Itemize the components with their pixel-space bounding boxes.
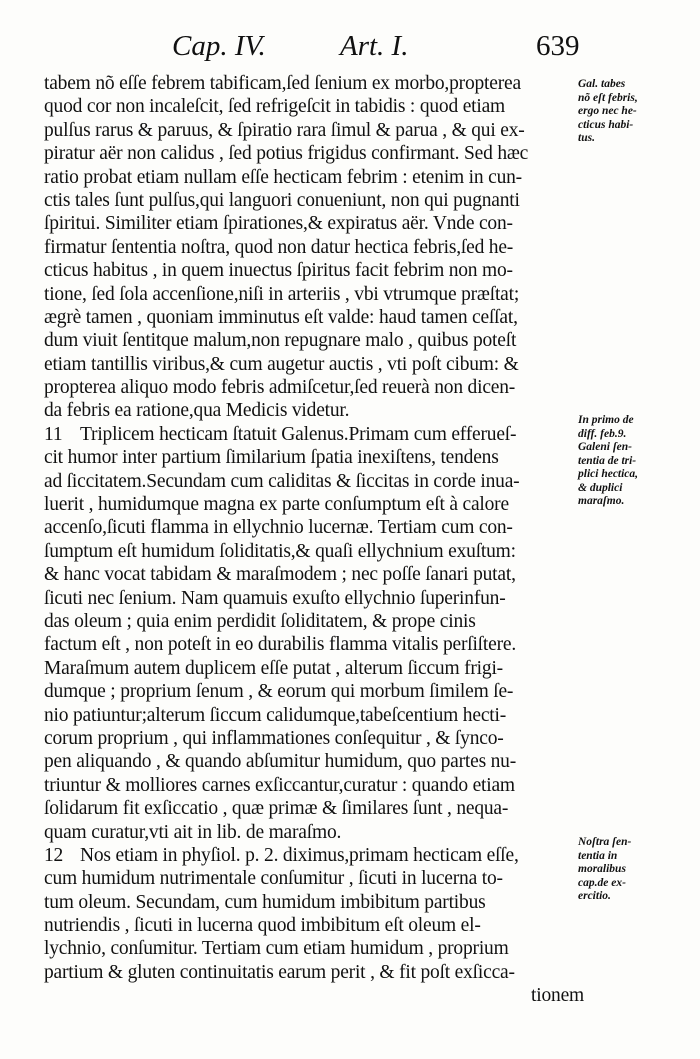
text-line: ctis tales ſunt pulſus,qui languori conueniunt, non qui pugnanti (44, 189, 520, 211)
margin-note-line: cap.de ex- (578, 876, 626, 889)
paragraph-12-first-line (44, 844, 584, 867)
margin-note-line: Noſtra ſen- (578, 836, 632, 848)
text-line: tione, ſed ſola accenſione,niſi in arteriis , vbi vtrumque præſtat; (44, 283, 520, 305)
text-line: ſolidarum fit exſiccatio , quæ primæ & ſimilares ſunt , nequa- (44, 798, 509, 820)
text-line: propterea aliquo modo febris admiſcetur,ſed reuerà non dicen- (44, 377, 516, 399)
main-text-block (44, 72, 584, 1008)
text-line: lychnio, conſumitur. Tertiam cum etiam humidum , proprium (44, 938, 509, 960)
text-line: corum proprium , qui inflammationes conſequitur , & ſynco- (44, 727, 504, 749)
margin-note-line: ergo nec he- (578, 105, 637, 117)
text-line: etiam tantillis viribus,& cum augetur auctis , vti poſt cibum: & (44, 353, 519, 375)
text-line: partium & gluten continuitatis earum perit , & fit poſt exſicca- (44, 961, 515, 983)
margin-note-line: Gal. tabes (578, 78, 626, 90)
text-line: pulſus rarus & paruus, & ſpiratio rara ſimul & parua , & qui ex- (44, 119, 525, 141)
running-header (0, 30, 700, 70)
text-line: cum humidum nutrimentale conſumitur , ſicuti in lucerna to- (44, 868, 503, 890)
text-line: cticus habitus , in quem inuectus ſpiritus facit febrim non mo- (44, 260, 513, 282)
text-line: ſumptum eſt humidum ſoliditatis,& quaſi ellychnium exuſtum: (44, 540, 516, 562)
margin-note-line: cticus habi- (578, 118, 634, 131)
text-line: ratio probat etiam nullam eſſe hecticam febrim : etenim in cun- (44, 166, 522, 188)
margin-note-line: nõ eſt febris, (578, 91, 638, 104)
catchword-line: tionem (531, 985, 584, 1007)
paragraph-number-11: 11 (44, 423, 63, 445)
paragraph-number-12: 12 (44, 844, 64, 866)
page-number: 639 (536, 30, 580, 62)
text-line: accenſo,ſicuti flamma in ellychnio lucernæ. Tertiam cum con- (44, 517, 513, 539)
margin-note-line: Galeni ſen- (578, 441, 632, 453)
text-line: Maraſmum autem duplicem eſſe putat , alterum ſiccum frigi- (44, 657, 503, 679)
text-line: das oleum ; quia enim perdidit ſoliditatem, & prope cinis (44, 610, 476, 632)
text-line: ſicuti nec ſenium. Nam quamuis exuſto ellychnio ſuperinfun- (44, 587, 506, 609)
margin-note-line: maraſmo. (578, 495, 625, 507)
text-line: luerit , humidumque magna ex parte conſumptum eſt à calore (44, 494, 509, 516)
text-line: piratur aër non calidus , ſed potius frigidus confirmant. Sed hæc (44, 143, 529, 165)
text-line: Triplicem hecticam ſtatuit Galenus.Primam cum efferueſ- (80, 423, 517, 445)
paragraph-11-first-line (44, 423, 584, 446)
margin-note-line: diff. feb.9. (578, 427, 627, 440)
text-line: da febris ea ratione,qua Medicis videtur. (44, 400, 350, 422)
margin-note-line: tus. (578, 132, 595, 144)
text-line: Nos etiam in phyſiol. p. 2. diximus,primam hecticam eſſe, (80, 844, 519, 866)
text-line: pen aliquando , & quando abſumitur humidum, quo partes nu- (44, 751, 517, 773)
margin-note-galen-hectica (578, 414, 696, 509)
text-line: nio patiuntur;alterum ſiccum calidumque,tabeſcentium hecti- (44, 704, 506, 726)
margin-note-galen-tabes (578, 78, 696, 146)
text-line: nutriendis , ſicuti in lucerna quod imbibitum eſt oleum el- (44, 915, 481, 937)
text-line: cit humor inter partium ſimilarium ſpatia inexiſtens, tendens (44, 447, 499, 469)
margin-note-line: tentia de tri- (578, 454, 637, 467)
margin-note-line: & duplici (578, 481, 623, 494)
text-line: ſpiritui. Similiter etiam ſpirationes,& expiratus aër. Vnde con- (44, 213, 513, 235)
margin-note-line: moralibus (578, 863, 626, 875)
text-line: & hanc vocat tabidam & maraſmodem ; nec poſſe ſanari putat, (44, 564, 516, 586)
text-line: triuntur & molliores carnes exſiccantur,curatur : quando etiam (44, 774, 515, 796)
text-line: tabem nõ eſſe febrem tabificam,ſed ſenium ex morbo,propterea (44, 73, 521, 94)
text-line: dumque ; proprium ſenum , & eorum qui morbum ſimilem ſe- (44, 681, 514, 703)
text-line: factum eſt , non poteſt in eo durabilis flamma vitalis perſiſtere. (44, 634, 516, 656)
article-heading: Art. I. (340, 30, 409, 62)
margin-note-line: plici hectica, (578, 468, 639, 480)
text-line: quam curatur,vti ait in lib. de maraſmo. (44, 821, 342, 843)
text-line: ad ſiccitatem.Secundam cum caliditas & ſiccitas in corde inua- (44, 470, 520, 492)
margin-note-line: tentia in (578, 849, 618, 862)
text-line: dum viuit ſentitque malum,non repugnare malo , quibus poteſt (44, 330, 517, 352)
text-line: firmatur ſententia noſtra, quod non datur hectica febris,ſed he- (44, 236, 514, 258)
chapter-heading: Cap. IV. (172, 30, 266, 62)
text-line: quod cor non incaleſcit, ſed refrigeſcit in tabidis : quod etiam (44, 96, 506, 118)
text-line: tum oleum. Secundam, cum humidum imbibitum partibus (44, 891, 486, 913)
text-line: ægrè tamen , quoniam imminutus eſt valde: haud tamen ceſſat, (44, 306, 518, 328)
margin-note-line: ercitio. (578, 890, 611, 902)
margin-note-line: In primo de (578, 414, 634, 426)
margin-note-nostra-sententia (578, 836, 696, 904)
